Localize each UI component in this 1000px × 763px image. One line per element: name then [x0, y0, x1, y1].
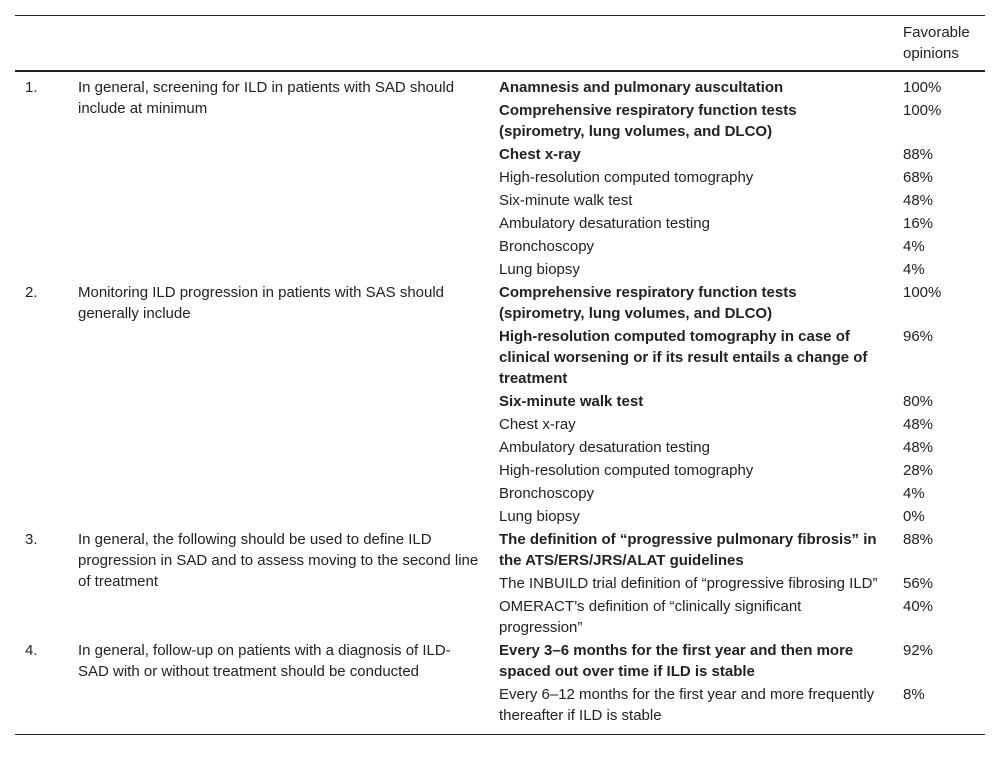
header-number	[15, 16, 78, 72]
favorable-percent: 92%	[903, 642, 934, 659]
favorable-percent: 88%	[903, 146, 934, 163]
favorable-percent: 88%	[903, 531, 934, 548]
favorable-percent: 48%	[903, 192, 934, 209]
option-text: Comprehensive respiratory function tests (spirometry, lung volumes, and DLCO)	[499, 284, 797, 322]
option-text: High-resolution computed tomography in case of clinical worsening or if its result entails a change of treatment	[499, 328, 868, 387]
option-text: Every 6–12 months for the first year and more frequently thereafter if ILD is stable	[499, 686, 875, 724]
item-question: Monitoring ILD progression in patients with SAS should generally include	[78, 284, 445, 322]
item-question: In general, follow-up on patients with a diagnosis of ILD-SAD with or without treatment should be conducted	[78, 642, 451, 680]
favorable-percent: 68%	[903, 169, 934, 186]
table-body	[15, 71, 985, 735]
item-question: In general, the following should be used to define ILD progression in SAD and to assess moving to the second line of treatment	[78, 531, 479, 590]
favorable-percent: 48%	[903, 416, 934, 433]
favorable-percent: 16%	[903, 215, 934, 232]
favorable-percent: 100%	[903, 79, 942, 96]
favorable-percent: 80%	[903, 393, 934, 410]
option-text: The INBUILD trial definition of “progressive fibrosing ILD”	[499, 575, 878, 592]
option-text: OMERACT’s definition of “clinically significant progression”	[499, 598, 802, 636]
item-number: 3.	[25, 531, 38, 548]
favorable-percent: 96%	[903, 328, 934, 345]
favorable-percent: 100%	[903, 102, 942, 119]
favorable-percent: 4%	[903, 261, 925, 278]
option-text: Every 3–6 months for the first year and then more spaced out over time if ILD is stable	[499, 642, 854, 680]
item-number: 1.	[25, 79, 38, 96]
favorable-percent: 56%	[903, 575, 934, 592]
header-question	[78, 16, 499, 72]
option-text: Ambulatory desaturation testing	[499, 439, 710, 456]
favorable-percent: 40%	[903, 598, 934, 615]
consensus-table	[15, 15, 985, 735]
option-text: Comprehensive respiratory function tests (spirometry, lung volumes, and DLCO)	[499, 102, 797, 140]
favorable-percent: 8%	[903, 686, 925, 703]
header-favorable: Favorable opinions	[903, 24, 970, 62]
header-option	[499, 16, 903, 72]
favorable-percent: 4%	[903, 485, 925, 502]
option-text: Ambulatory desaturation testing	[499, 215, 710, 232]
item-number: 2.	[25, 284, 38, 301]
item-question: In general, screening for ILD in patients with SAD should include at minimum	[78, 79, 455, 117]
favorable-percent: 28%	[903, 462, 934, 479]
option-text: Chest x-ray	[499, 146, 581, 163]
table-row	[15, 281, 985, 325]
option-text: Anamnesis and pulmonary auscultation	[499, 79, 784, 96]
option-text: Chest x-ray	[499, 416, 576, 433]
favorable-percent: 48%	[903, 439, 934, 456]
option-text: High-resolution computed tomography	[499, 169, 754, 186]
table-row	[15, 71, 985, 99]
option-text: The definition of “progressive pulmonary fibrosis” in the ATS/ERS/JRS/ALAT guidelines	[499, 531, 877, 569]
favorable-percent: 100%	[903, 284, 942, 301]
option-text: Six-minute walk test	[499, 393, 644, 410]
option-text: High-resolution computed tomography	[499, 462, 754, 479]
option-text: Six-minute walk test	[499, 192, 633, 209]
favorable-percent: 4%	[903, 238, 925, 255]
option-text: Bronchoscopy	[499, 485, 595, 502]
option-text: Bronchoscopy	[499, 238, 595, 255]
favorable-percent: 0%	[903, 508, 925, 525]
item-number: 4.	[25, 642, 38, 659]
option-text: Lung biopsy	[499, 508, 580, 525]
header-row	[15, 16, 985, 72]
table-row	[15, 639, 985, 683]
option-text: Lung biopsy	[499, 261, 580, 278]
table-row	[15, 528, 985, 572]
